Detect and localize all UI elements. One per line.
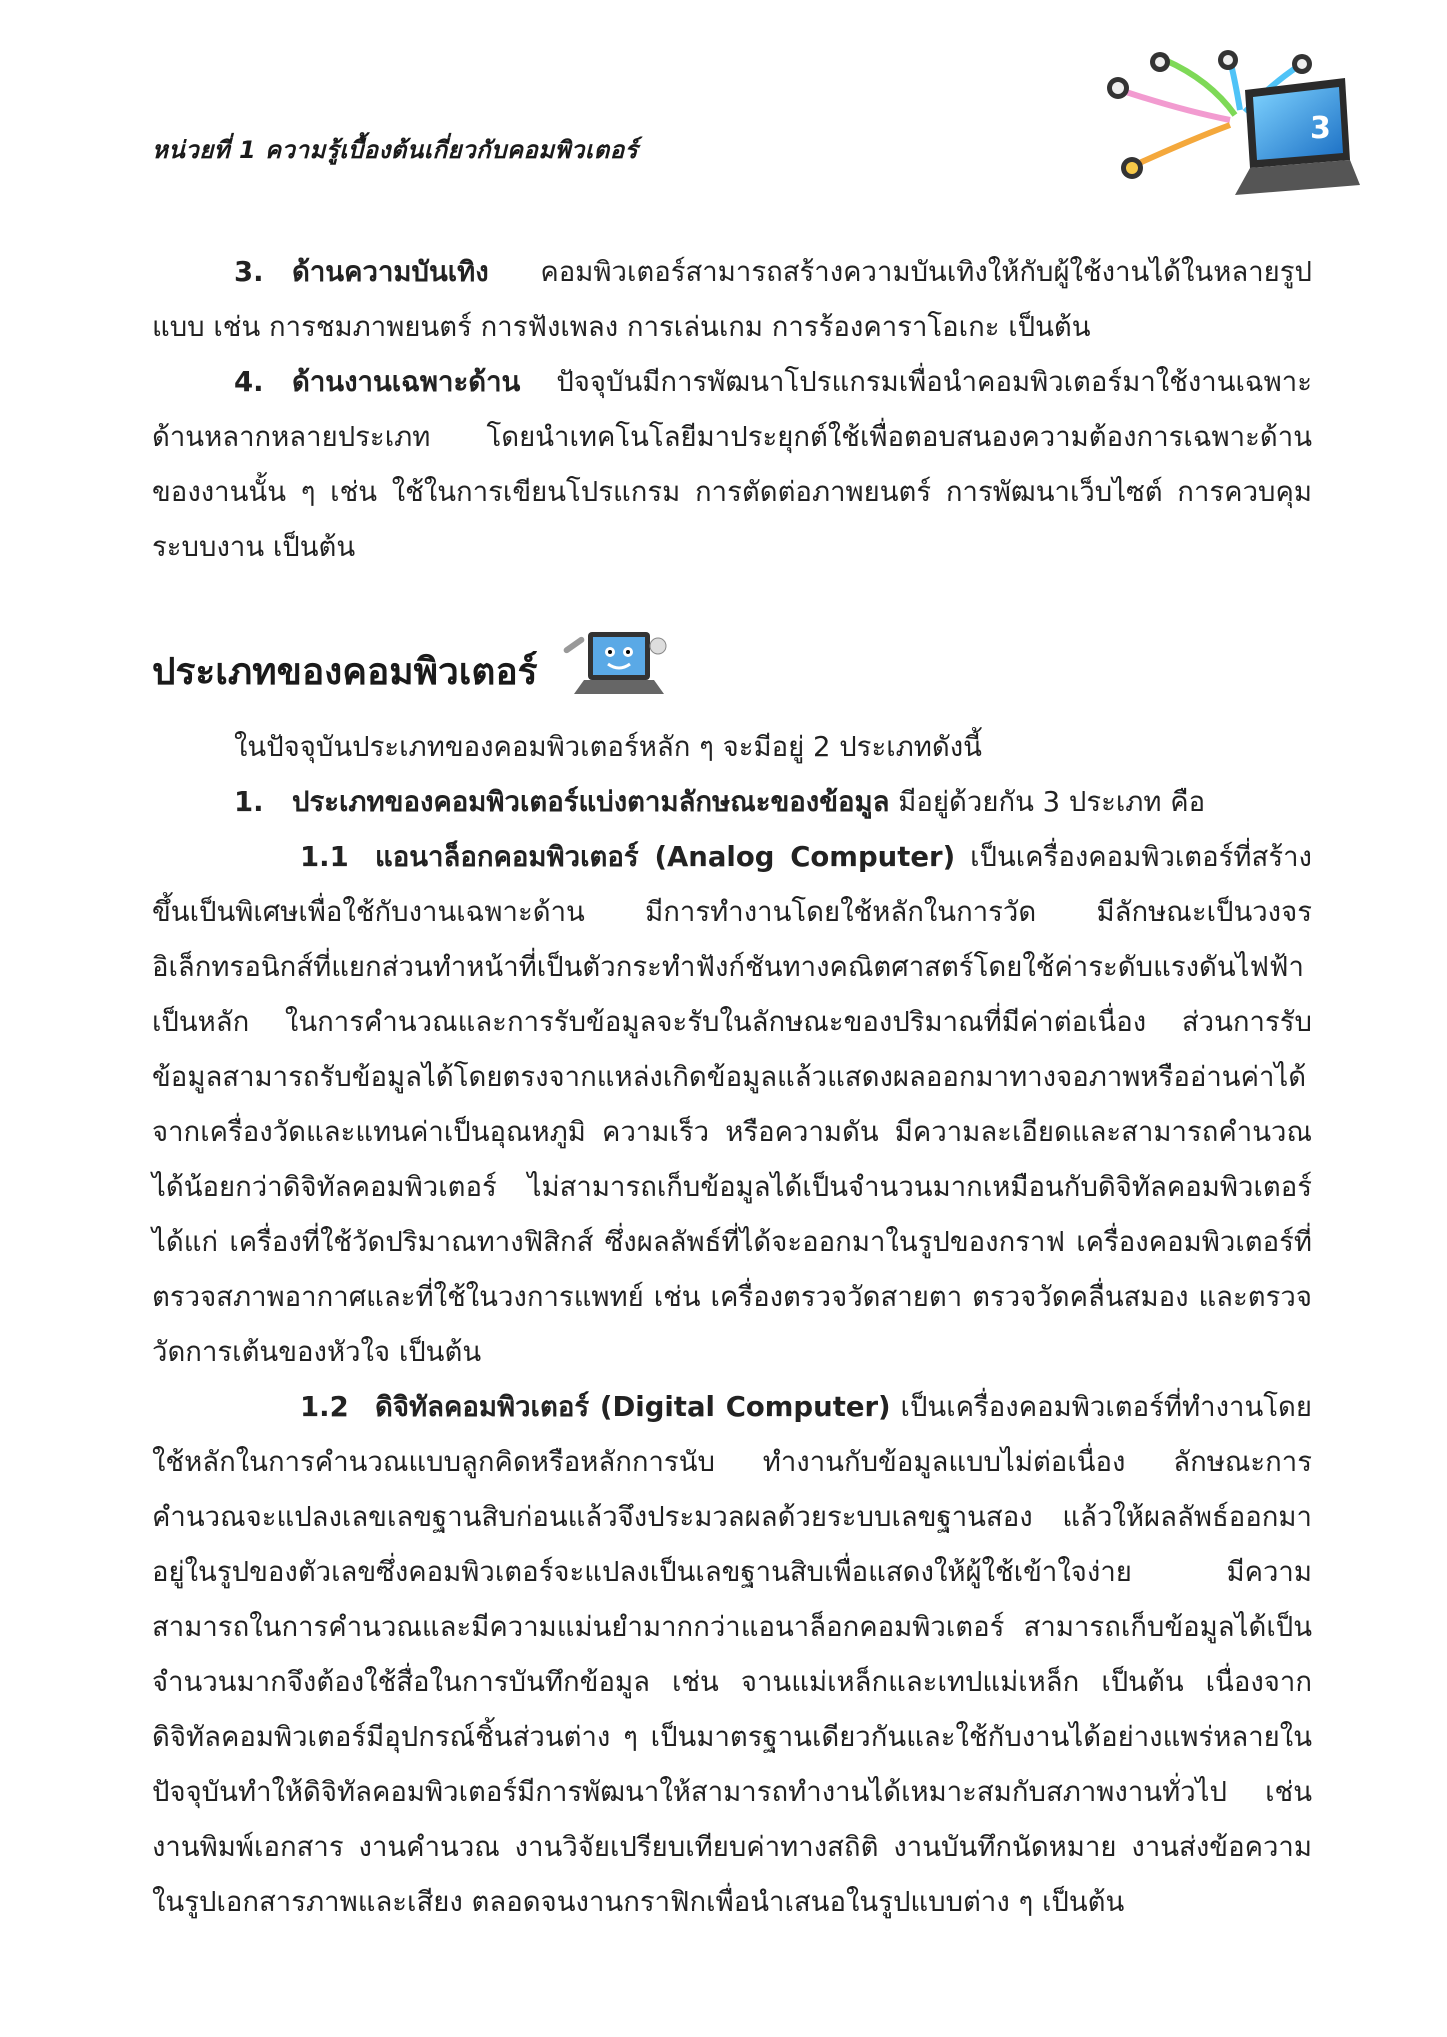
svg-text:3: 3 xyxy=(1310,111,1331,146)
section-heading: ประเภทของคอมพิวเตอร์ xyxy=(152,650,538,693)
intro-block xyxy=(152,245,1312,575)
digital-computer-paragraph: 1.2 ดิจิทัลคอมพิวเตอร์ (Digital Computer) เป็นเครื่องคอมพิวเตอร์ที่ทำงานโดยใช้หลักในการคำนวณแบบลูกคิดหรือหลักการนับ ทำงานกับข้อมูลแบบไม่ต่อเนื่อง ลักษณะการคำนวณจะแปลงเลขเลขฐานสิบก่อนแล้วจึงประมวลผลด้วยระบบเลขฐานสอง แล้วให้ผลลัพธ์ออกมาอยู่ในรูปของตัวเลขซึ่งคอมพิวเตอร์จะแปลงเป็นเลขฐานสิบเพื่อแสดงให้ผู้ใช้เข้าใจง่าย มีความสามารถในการคำนวณและมีความแม่นยำมากกว่าแอนาล็อกคอมพิวเตอร์ สามารถเก็บข้อมูลได้เป็นจำนวนมากจึงต้องใช้สื่อในการบันทึกข้อมูล เช่น จานแม่เหล็กและเทปแม่เหล็ก เป็นต้น เนื่องจากดิจิทัลคอมพิวเตอร์มีอุปกรณ์ชิ้นส่วนต่าง ๆ เป็นมาตรฐานเดียวกันและใช้กับงานได้อย่างแพร่หลายในปัจจุบันทำให้ดิจิทัลคอมพิวเตอร์มีการพัฒนาให้สามารถทำงานได้เหมาะสมกับสภาพงานทั่วไป เช่น งานพิมพ์เอกสาร งานคำนวณ งานวิจัยเปรียบเทียบค่าทางสถิติ งานบันทึกนัดหมาย งานส่งข้อความในรูปเอกสารภาพและเสียง ตลอดจนงานกราฟิกเพื่อนำเสนอในรูปแบบต่าง ๆ เป็นต้น xyxy=(152,1391,1312,1918)
analog-computer-paragraph: 1.1 แอนาล็อกคอมพิวเตอร์ (Analog Computer) เป็นเครื่องคอมพิวเตอร์ที่สร้างขึ้นเป็นพิเศษเพื่อใช้กับงานเฉพาะด้าน มีการทำงานโดยใช้หลักในการวัด มีลักษณะเป็นวงจรอิเล็กทรอนิกส์ที่แยกส่วนทำหน้าที่เป็นตัวกระทำฟังก์ชันทางคณิตศาสตร์โดยใช้ค่าระดับแรงดันไฟฟ้าเป็นหลัก ในการคำนวณและการรับข้อมูลจะรับในลักษณะของปริมาณที่มีค่าต่อเนื่อง ส่วนการรับข้อมูลสามารถรับข้อมูลได้โดยตรงจากแหล่งเกิดข้อมูลแล้วแสดงผลออกมาทางจอภาพหรืออ่านค่าได้จากเครื่องวัดและแทนค่าเป็นอุณหภูมิ ความเร็ว หรือความดัน มีความละเอียดและสามารถคำนวณได้น้อยกว่าดิจิทัลคอมพิวเตอร์ ไม่สามารถเก็บข้อมูลได้เป็นจำนวนมากเหมือนกับดิจิทัลคอมพิวเตอร์ ได้แก่ เครื่องที่ใช้วัดปริมาณทางฟิสิกส์ ซึ่งผลลัพธ์ที่ได้จะออกมาในรูปของกราฟ เครื่องคอมพิวเตอร์ที่ตรวจสภาพอากาศและที่ใช้ในวงการแพทย์ เช่น เครื่องตรวจวัดสายตา ตรวจวัดคลื่นสมอง และตรวจวัดการเต้นของหัวใจ เป็นต้น xyxy=(152,841,1312,1368)
computer-mascot-icon xyxy=(560,628,670,708)
item-3-paragraph: 3. ด้านความบันเทิง คอมพิวเตอร์สามารถสร้างความบันเทิงให้กับผู้ใช้งานได้ในหลายรูปแบบ เช่น การชมภาพยนตร์ การฟังเพลง การเล่นเกม การร้องคาราโอเกะ เป็นต้น xyxy=(152,256,1312,343)
laptop-network-icon xyxy=(1060,50,1360,200)
chapter-header-title: หน่วยที่ 1 ความรู้เบื้องต้นเกี่ยวกับคอมพิวเตอร์ xyxy=(152,136,638,164)
section-lead: ในปัจจุบันประเภทของคอมพิวเตอร์หลัก ๆ จะมีอยู่ 2 ประเภทดังนี้ xyxy=(234,731,982,763)
item-4-paragraph: 4. ด้านงานเฉพาะด้าน ปัจจุบันมีการพัฒนาโปรแกรมเพื่อนำคอมพิวเตอร์มาใช้งานเฉพาะด้านหลากหลายประเภท โดยนำเทคโนโลยีมาประยุกต์ใช้เพื่อตอบสนองความต้องการเฉพาะด้านของงานนั้น ๆ เช่น ใช้ในการเขียนโปรแกรม การตัดต่อภาพยนตร์ การพัฒนาเว็บไซต์ การควบคุมระบบงาน เป็นต้น xyxy=(152,366,1312,563)
type-1-paragraph: 1. ประเภทของคอมพิวเตอร์แบ่งตามลักษณะของข้อมูล มีอยู่ด้วยกัน 3 ประเภท คือ xyxy=(234,786,1206,818)
section-body xyxy=(152,720,1312,1930)
